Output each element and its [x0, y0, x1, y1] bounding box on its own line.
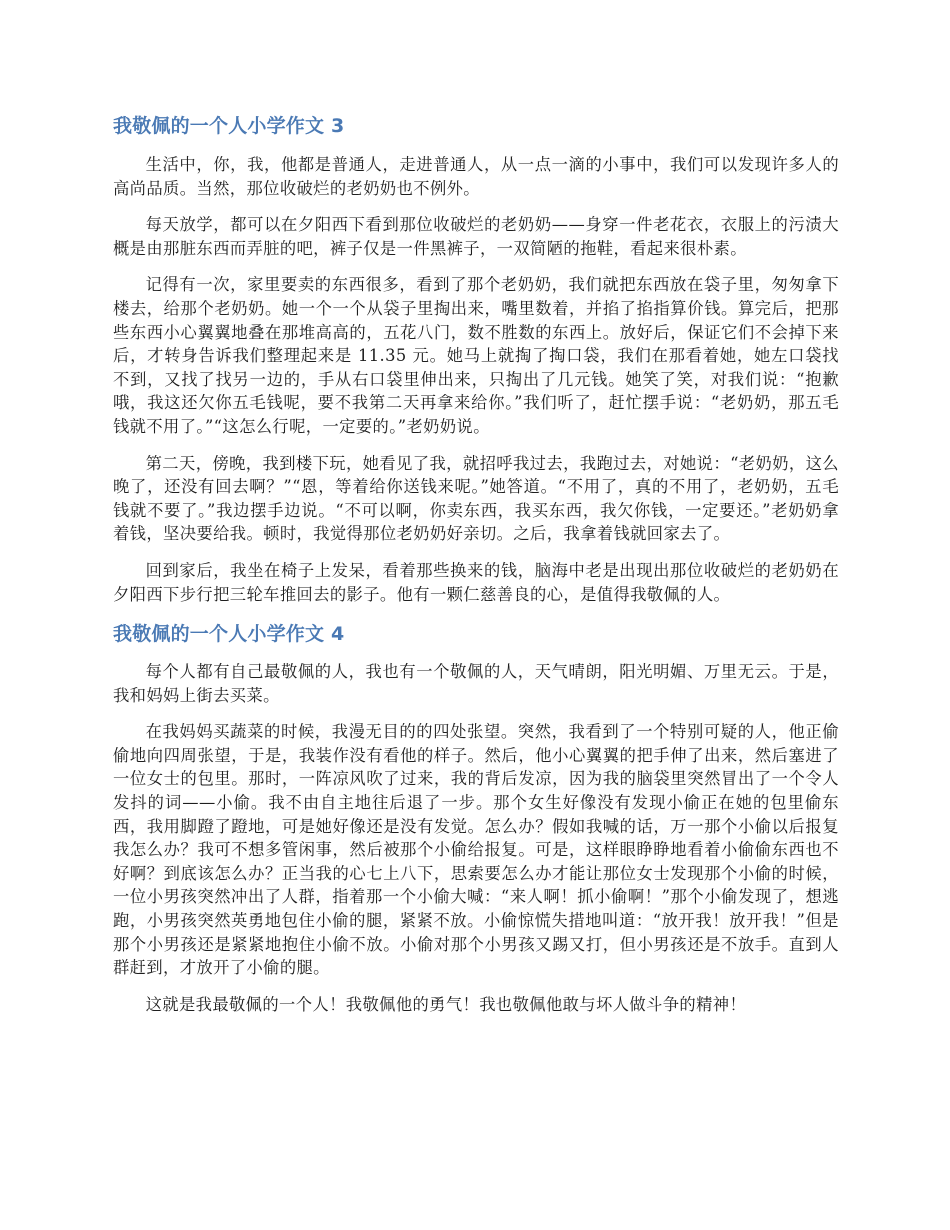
paragraph: 记得有一次，家里要卖的东西很多，看到了那个老奶奶，我们就把东西放在袋子里，匆匆拿下楼去，给那个老奶奶。她一个一个从袋子里掏出来，嘴里数着，并掐了掐指算价钱。算完后，把那些东西小心翼翼地叠在那堆高高的，五花八门，数不胜数的东西上。放好后，保证它们不会掉下来后，才转身告诉我们整理起来是 11.35 元。她马上就掏了掏口袋，我们在那看着她，她左口袋找不到，又找了找另一边的，手从右口袋里伸出来，只掏出了几元钱。她笑了笑，对我们说：“抱歉哦，我这还欠你五毛钱呢，要不我第二天再拿来给你。”我们听了，赶忙摆手说：“老奶奶，那五毛钱就不用了。”“这怎么行呢，一定要的。”老奶奶说。	[113, 275, 839, 436]
paragraph: 生活中，你，我，他都是普通人，走进普通人，从一点一滴的小事中，我们可以发现许多人的高尚品质。当然，那位收破烂的老奶奶也不例外。	[113, 155, 839, 198]
paragraph: 每个人都有自己最敬佩的人，我也有一个敬佩的人，天气晴朗，阳光明媚、万里无云。于是，我和妈妈上街去买菜。	[113, 662, 839, 705]
paragraph: 第二天，傍晚，我到楼下玩，她看见了我，就招呼我过去，我跑过去，对她说：“老奶奶，这么晚了，还没有回去啊？”“恩，等着给你送钱来呢。”她答道。“不用了，真的不用了，老奶奶，五毛钱就不要了。”我边摆手边说。“不可以啊，你卖东西，我买东西，我欠你钱，一定要还。”老奶奶拿着钱，坚决要给我。顿时，我觉得那位老奶奶好亲切。之后，我拿着钱就回家去了。	[113, 453, 839, 544]
section-title: 我敬佩的一个人小学作文 3	[113, 115, 345, 137]
paragraph: 这就是我最敬佩的一个人！我敬佩他的勇气！我也敬佩他敢与坏人做斗争的精神！	[145, 994, 747, 1014]
document-body	[113, 112, 839, 1016]
section-title: 我敬佩的一个人小学作文 4	[113, 623, 345, 646]
paragraph: 每天放学，都可以在夕阳西下看到那位收破烂的老奶奶——身穿一件老花衣，衣服上的污渍大概是由那脏东西而弄脏的吧，裤子仅是一件黑裤子，一双简陋的拖鞋，看起来很朴素。	[113, 215, 839, 258]
paragraph: 在我妈妈买蔬菜的时候，我漫无目的的四处张望。突然，我看到了一个特别可疑的人，他正偷偷地向四周张望，于是，我装作没有看他的样子。然后，他小心翼翼的把手伸了出来，然后塞进了一位女士的包里。那时，一阵凉风吹了过来，我的背后发凉，因为我的脑袋里突然冒出了一个令人发抖的词——小偷。我不由自主地往后退了一步。那个女生好像没有发现小偷正在她的包里偷东西，我用脚蹬了蹬地，可是她好像还是没有发觉。怎么办？假如我喊的话，万一那个小偷以后报复我怎么办？我可不想多管闲事，然后被那个小偷给报复。可是，这样眼睁睁地看着小偷偷东西也不好啊？到底该怎么办？正当我的心七上八下，思索要怎么办才能让那位女士发现那个小偷的时候，一位小男孩突然冲出了人群，指着那一个小偷大喊：“来人啊！抓小偷啊！”那个小偷发现了，想逃跑，小男孩突然英勇地包住小偷的腿，紧紧不放。小偷惊慌失措地叫道：“放开我！放开我！”但是那个小男孩还是紧紧地抱住小偷不放。小偷对那个小男孩又踢又打，但小男孩还是不放手。直到人群赶到，才放开了小偷的腿。	[113, 722, 839, 978]
paragraph: 回到家后，我坐在椅子上发呆，看着那些换来的钱，脑海中老是出现出那位收破烂的老奶奶在夕阳西下步行把三轮车推回去的影子。他有一颗仁慈善良的心，是值得我敬佩的人。	[113, 560, 839, 604]
